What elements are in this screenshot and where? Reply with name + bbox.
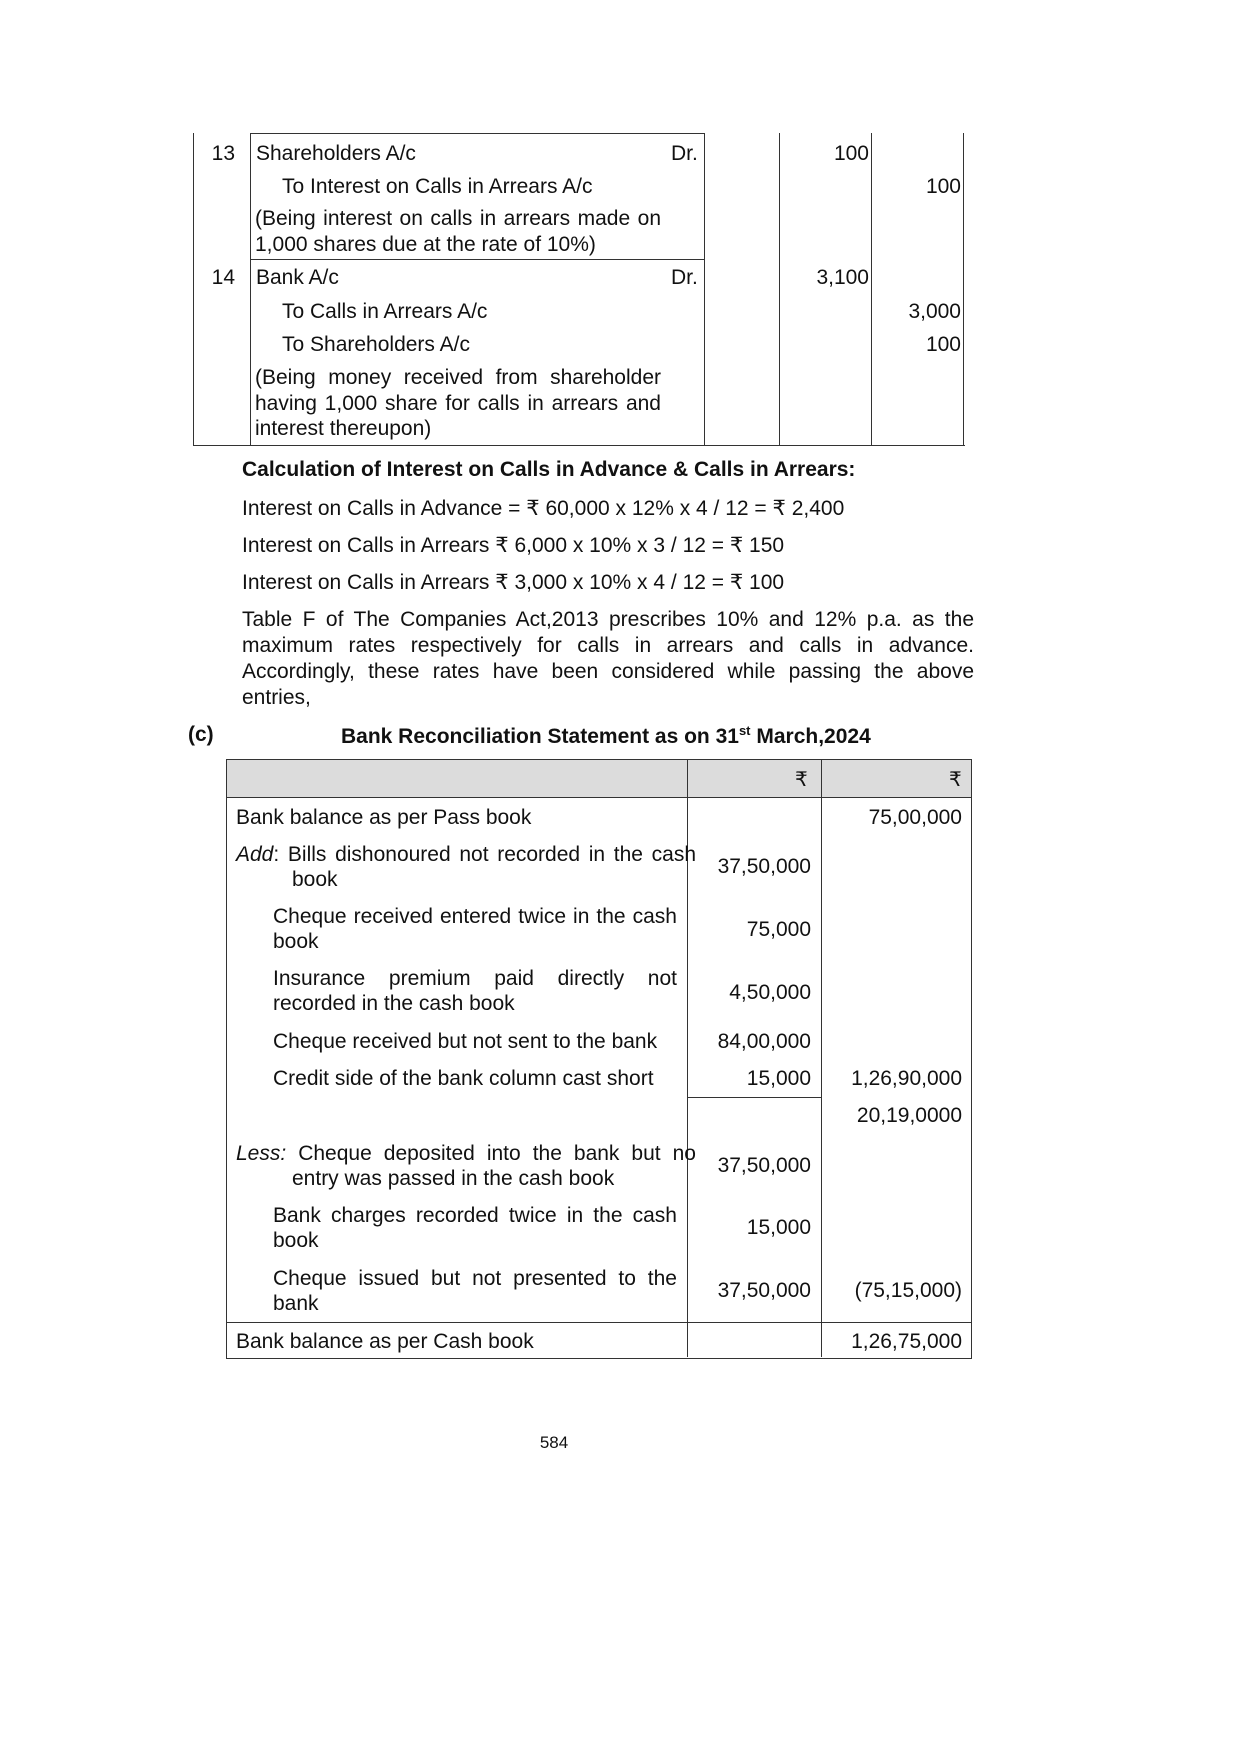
calculation-line: Interest on Calls in Arrears ₹ 3,000 x 10% x 4 / 12 = ₹ 100 — [242, 571, 785, 594]
less-total: (75,15,000) — [854, 1279, 962, 1302]
table-header — [227, 760, 971, 798]
credit-account: To Interest on Calls in Arrears A/c — [282, 175, 593, 198]
credit-account: To Shareholders A/c — [282, 333, 470, 356]
add-item-amount: 37,50,000 — [717, 855, 811, 878]
bank-reconciliation-table — [226, 759, 972, 1359]
closing-balance-label: Bank balance as per Cash book — [236, 1330, 534, 1353]
credit-amount: 3,000 — [908, 300, 961, 323]
less-item: Cheque issued but not presented to the bank — [273, 1267, 677, 1315]
add-item: Insurance premium paid directly not recorded in the cash book — [273, 967, 677, 1015]
debit-amount: 100 — [833, 142, 869, 165]
add-total: 1,26,90,000 — [851, 1067, 962, 1090]
add-item: Credit side of the bank column cast short — [273, 1067, 654, 1090]
less-item-amount: 37,50,000 — [717, 1154, 811, 1177]
section-title: Bank Reconciliation Statement as on 31st March,2024 — [341, 723, 871, 748]
add-item-amount: 15,000 — [746, 1067, 811, 1090]
credit-account: To Calls in Arrears A/c — [282, 300, 488, 323]
debit-account: Shareholders A/c — [256, 142, 416, 165]
narration: (Being money received from shareholder having 1,000 share for calls in arrears and interest thereupon) — [255, 366, 661, 440]
debit-amount: 3,100 — [816, 266, 869, 289]
add-item-amount: 75,000 — [746, 918, 811, 941]
less-item: Bank charges recorded twice in the cash book — [273, 1204, 677, 1252]
narration: (Being interest on calls in arrears made on 1,000 shares due at the rate of 10%) — [255, 207, 661, 256]
add-item-amount: 84,00,000 — [717, 1030, 811, 1053]
entry-number: 14 — [211, 266, 235, 289]
brs-row-rule — [687, 1097, 821, 1098]
calculation-title: Calculation of Interest on Calls in Advance & Calls in Arrears: — [242, 458, 856, 481]
add-item: Cheque received entered twice in the cash book — [273, 905, 677, 953]
add-prefix: Add — [236, 843, 274, 866]
journal-row-rule — [250, 133, 704, 134]
subtotal: 20,19,0000 — [856, 1104, 962, 1127]
journal-row-rule — [250, 259, 704, 260]
calculation-line: Interest on Calls in Arrears ₹ 6,000 x 10% x 3 / 12 = ₹ 150 — [242, 534, 785, 557]
companies-act-note: Table F of The Companies Act,2013 prescribes 10% and 12% p.a. as the maximum rates respectively for calls in arrears and calls in advance. Accordingly, these rates have been considered while passing the above entries, — [242, 608, 974, 709]
credit-amount: 100 — [925, 175, 961, 198]
dr-label: Dr. — [671, 142, 698, 165]
add-item: Add: Bills dishonoured not recorded in the cash book — [236, 843, 697, 891]
brs-col-rule — [821, 760, 822, 1357]
debit-account: Bank A/c — [256, 266, 339, 289]
less-item-amount: 37,50,000 — [717, 1279, 811, 1302]
journal-col-rule — [704, 133, 705, 445]
less-item: Less: Cheque deposited into the bank but no entry was passed in the cash book — [236, 1142, 696, 1190]
less-prefix: Less: — [236, 1142, 287, 1165]
journal-col-rule — [963, 133, 964, 445]
entry-number: 13 — [211, 142, 235, 165]
journal-table — [193, 133, 965, 446]
brs-row-rule — [227, 1322, 971, 1323]
section-label: (c) — [188, 723, 214, 746]
closing-balance-total: 1,26,75,000 — [851, 1330, 962, 1353]
dr-label: Dr. — [671, 266, 698, 289]
rupee-symbol: ₹ — [949, 769, 962, 791]
add-item-amount: 4,50,000 — [729, 981, 811, 1004]
credit-amount: 100 — [925, 333, 961, 356]
calculation-line: Interest on Calls in Advance = ₹ 60,000 x 12% x 4 / 12 = ₹ 2,400 — [242, 497, 845, 520]
journal-col-rule — [250, 133, 251, 445]
rupee-symbol: ₹ — [795, 769, 808, 791]
opening-balance-label: Bank balance as per Pass book — [236, 806, 532, 829]
add-item: Cheque received but not sent to the bank — [273, 1030, 658, 1053]
less-item-amount: 15,000 — [746, 1216, 811, 1239]
opening-balance-total: 75,00,000 — [868, 806, 962, 829]
page-number: 584 — [539, 1433, 569, 1452]
